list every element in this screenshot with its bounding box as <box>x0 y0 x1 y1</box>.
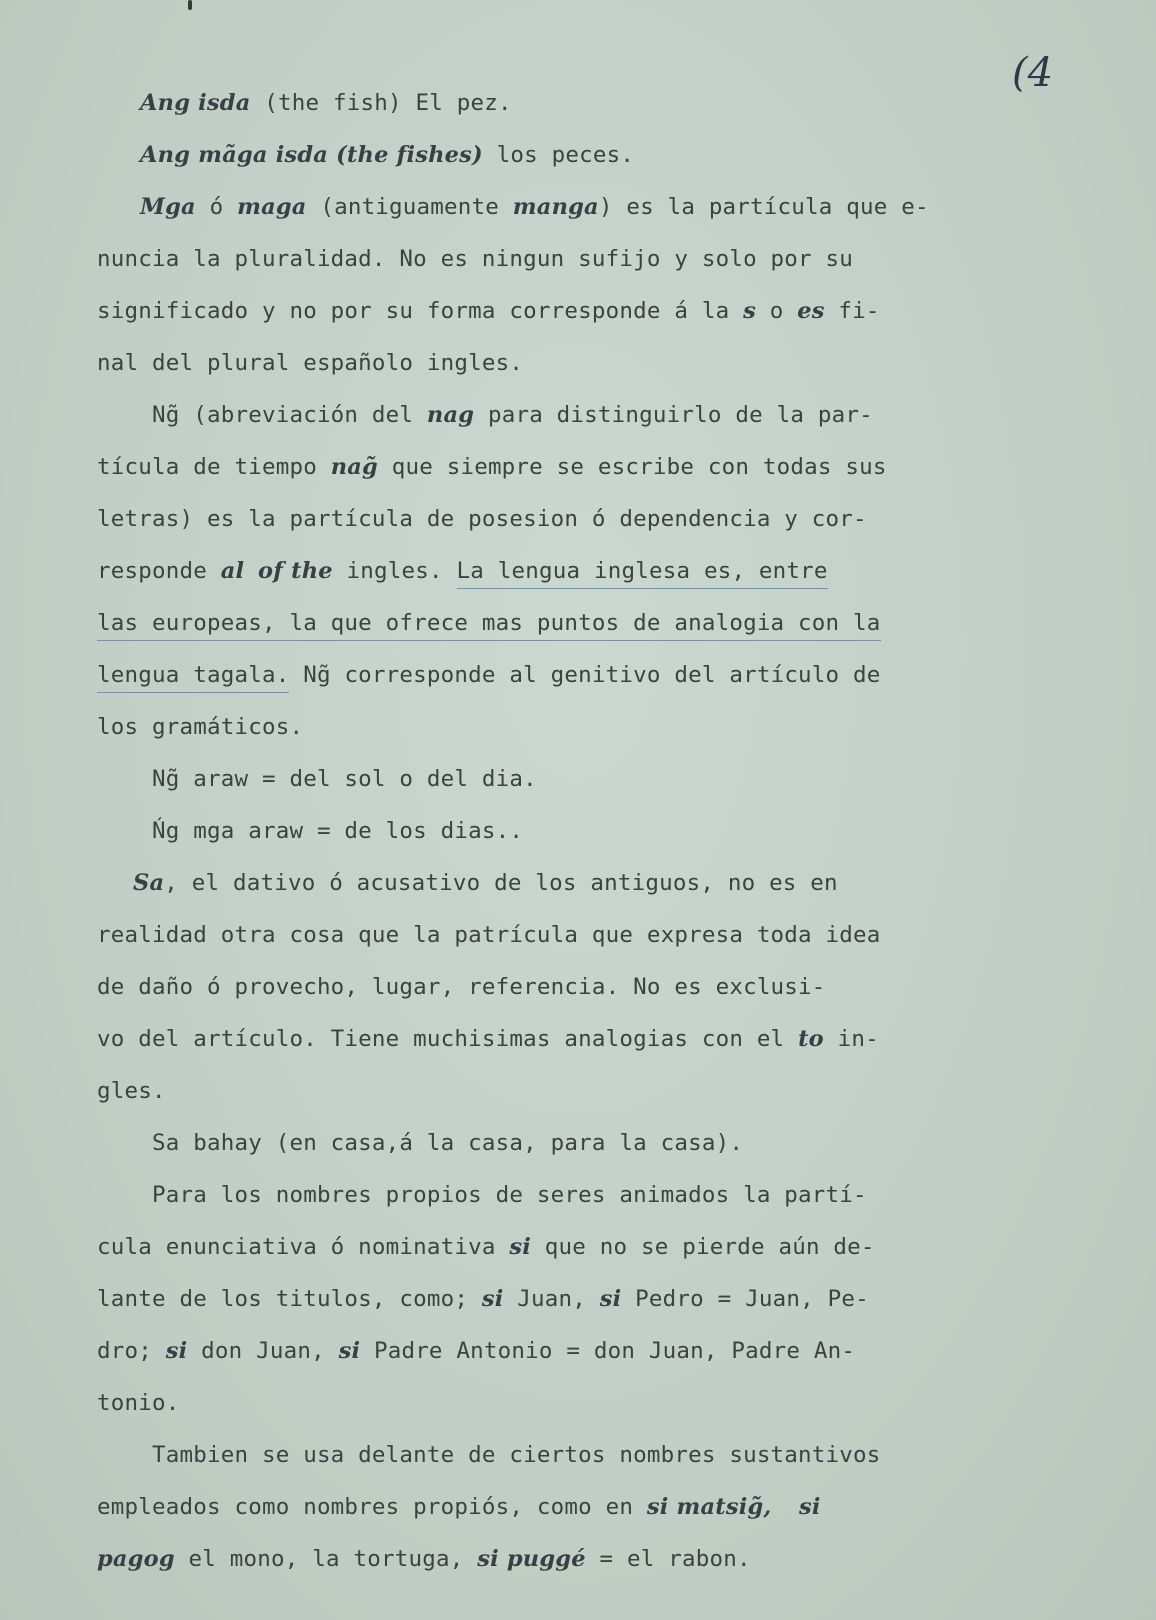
page-number: (4 <box>1012 50 1054 96</box>
text-line: dro; si don Juan, si Padre Antonio = don Juan, Padre An- <box>97 1338 856 1364</box>
text-line: gles. <box>97 1078 166 1104</box>
text-line: los gramáticos. <box>97 714 304 740</box>
text-line: Ang isda (the fish) El pez. <box>140 90 512 116</box>
text-line: Mga ó maga (antiguamente manga) es la partícula que e- <box>140 194 929 220</box>
text-line: lengua tagala. Ng̃ corresponde al genitivo del artículo de <box>97 660 881 690</box>
ink-speck <box>188 0 192 10</box>
text-line: Ang mãga isda (the fishes) los peces. <box>140 142 635 168</box>
text-line: realidad otra cosa que la patrícula que expresa toda idea <box>97 922 881 948</box>
text-line: tícula de tiempo nag̃ que siempre se escribe con todas sus <box>97 454 887 480</box>
text-line: Sa bahay (en casa,á la casa, para la casa). <box>97 1130 744 1156</box>
text-line: tonio. <box>97 1390 180 1416</box>
text-line: Ng̃ (abreviación del nag para distinguirlo de la par- <box>97 402 873 428</box>
underlined-text: La lengua inglesa es, entre <box>457 558 828 589</box>
text-line: de daño ó provecho, lugar, referencia. No es exclusi- <box>97 974 826 1000</box>
text-line: nal del plural españolo ingles. <box>97 350 524 376</box>
text-line: Tambien se usa delante de ciertos nombres sustantivos <box>97 1442 881 1468</box>
text-line: letras) es la partícula de posesion ó dependencia y cor- <box>97 506 867 532</box>
text-line: lante de los titulos, como; si Juan, si Pedro = Juan, Pe- <box>97 1286 869 1312</box>
text-line: cula enunciativa ó nominativa si que no se pierde aún de- <box>97 1234 875 1260</box>
text-line: Sa, el dativo ó acusativo de los antiguos, no es en <box>133 870 838 896</box>
text-line <box>97 608 881 638</box>
text-line: empleados como nombres propiós, como en si matsig̃, si <box>97 1494 821 1520</box>
text-line: Ng̃ araw = del sol o del dia. <box>97 766 537 792</box>
underlined-text: las europeas, la que ofrece mas puntos de analogia con la <box>97 610 881 641</box>
text-line: responde al of the ingles. La lengua inglesa es, entre <box>97 556 828 586</box>
text-line: Para los nombres propios de seres animados la partí- <box>97 1182 867 1208</box>
text-line: significado y no por su forma corresponde á la s o es fi- <box>97 298 880 324</box>
text-line: pagog el mono, la tortuga, si puggé = el rabon. <box>97 1546 751 1572</box>
underlined-text: lengua tagala. <box>97 662 289 693</box>
text-line: vo del artículo. Tiene muchisimas analogias con el to in- <box>97 1026 879 1052</box>
text-line: nuncia la pluralidad. No es ningun sufijo y solo por su <box>97 246 854 272</box>
text-line: Ńg mga araw = de los dias.. <box>97 818 524 844</box>
